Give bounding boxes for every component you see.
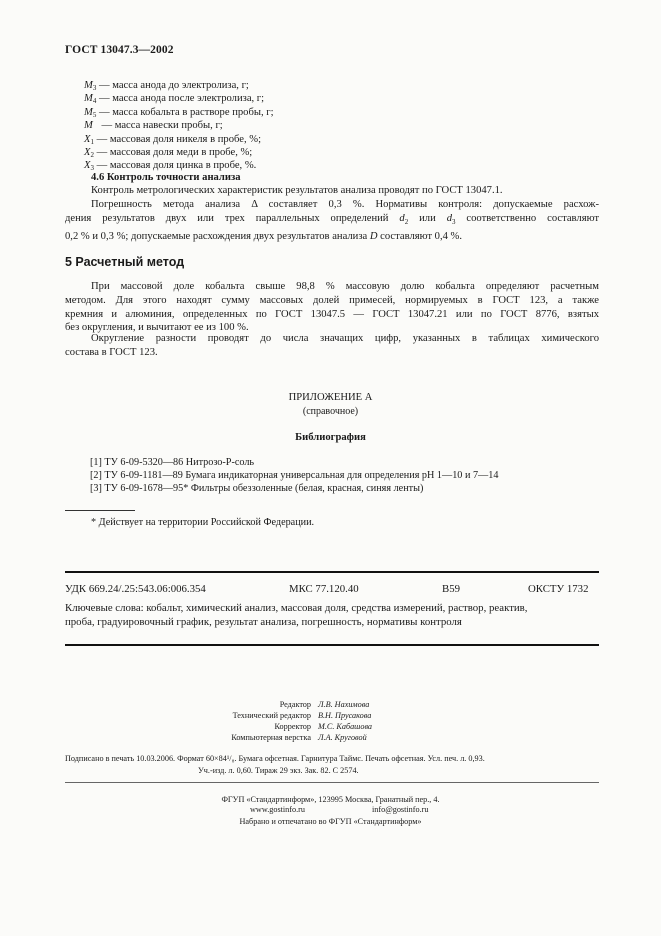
print-info-line: Подписано в печать 10.03.2006. Формат 60×84¹/₈. Бумага офсетная. Гарнитура Таймс. Печать офсетная. Усл. печ. л. 0,93. xyxy=(65,754,485,763)
paragraph-line: состава в ГОСТ 123. xyxy=(65,346,158,358)
variable-text: — масса анода до электролиза, г; xyxy=(96,80,249,91)
bibliography-heading: Библиография xyxy=(295,432,366,443)
credit-name xyxy=(318,699,369,710)
udk-code: УДК 669.24/.25:543.06:006.354 xyxy=(65,583,206,595)
variable-text: — масса анода после электролиза, г; xyxy=(96,93,265,105)
paragraph-line: Погрешность метода анализа Δ составляет 0,3 %. Нормативы контроля: допускаемые расхож- xyxy=(91,199,599,210)
variable-subscript: 5 xyxy=(92,110,97,119)
paragraph-line: Округление разности проводят до числа значащих цифр, указанных в таблицах химического xyxy=(91,333,599,344)
print-info-line: Уч.-изд. л. 0,60. Тираж 29 экз. Зак. 82. С 2574. xyxy=(198,766,359,775)
variable-item xyxy=(84,79,274,92)
credit-name xyxy=(318,721,372,732)
credit-role: Технический редактор xyxy=(232,711,311,720)
symbol-D: D xyxy=(369,230,378,242)
credit-name-text: М.С. Кабашова xyxy=(318,722,373,731)
footnote: * Действует на территории Российской Федерации. xyxy=(91,517,315,528)
okstu-code: ОКСТУ 1732 xyxy=(528,583,589,595)
text-run: или xyxy=(408,212,447,224)
publisher-email: info@gostinfo.ru xyxy=(372,805,429,814)
credit-name-text: Л.А. Круговой xyxy=(318,733,367,742)
paragraph-line: При массовой доле кобальта свыше 98,8 % массовую долю кобальта определяют расчетным xyxy=(91,281,599,292)
bibliography-item: [3] ТУ 6-09-1678—95* Фильтры обеззоленные (белая, красная, синяя ленты) xyxy=(90,483,424,495)
variable-text: — масса навески пробы, г; xyxy=(98,120,223,132)
paragraph-line: кремния и алюминия, определенных по ГОСТ 13047.5 — ГОСТ 13047.21 или по ГОСТ 8776, взятых xyxy=(65,308,599,320)
running-header: ГОСТ 13047.3—2002 xyxy=(65,44,174,56)
appendix-title: ПРИЛОЖЕНИЕ А xyxy=(288,392,373,403)
variable-symbol: X xyxy=(84,160,91,172)
paragraph-line xyxy=(65,212,599,230)
variable-text: — массовая доля цинка в пробе, %. xyxy=(93,160,257,172)
mks-code: МКС 77.120.40 xyxy=(289,583,359,595)
symbol-d: d xyxy=(399,212,405,224)
variable-item xyxy=(84,159,274,172)
bibliography-item: [1] ТУ 6-09-5320—86 Нитрозо-Р-соль xyxy=(90,457,255,468)
variable-item xyxy=(84,133,274,146)
section-4-6-heading: 4.6 Контроль точности анализа xyxy=(91,172,241,183)
credit-role: Редактор xyxy=(279,700,311,709)
keywords-bottom-rule xyxy=(65,644,599,646)
footnote-divider xyxy=(65,510,135,511)
text-run: 0,2 % и 0,3 %; допускаемые расхождения двух результатов анализа xyxy=(65,230,370,242)
keywords xyxy=(65,602,599,629)
variable-symbol: M xyxy=(84,106,93,118)
credit-name xyxy=(318,710,371,721)
print-info-bottom-rule xyxy=(65,782,599,783)
section-4-6-paragraph xyxy=(65,198,599,244)
bibliography-item: [2] ТУ 6-09-1181—89 Бумага индикаторная универсальная для определения рН 1—10 и 7—14 xyxy=(90,470,499,482)
variable-symbol: M xyxy=(84,80,93,91)
paragraph-line xyxy=(65,230,599,244)
variable-symbol: M xyxy=(84,120,93,132)
text-run: соответственно составляют xyxy=(455,212,599,224)
variable-item xyxy=(84,92,274,105)
publisher-printing: Набрано и отпечатано во ФГУП «Стандартинформ» xyxy=(239,817,422,826)
variable-subscript: 2 xyxy=(90,151,94,160)
variable-text: — массовая доля никеля в пробе, %; xyxy=(93,133,262,145)
group-code: В59 xyxy=(442,583,460,595)
variable-item xyxy=(84,119,274,132)
credit-role: Компьютерная верстка xyxy=(231,733,311,742)
section-4-6-line1 xyxy=(91,184,599,198)
bibliography-list xyxy=(90,456,498,496)
variable-subscript: 3 xyxy=(92,84,97,92)
variable-item xyxy=(84,146,274,159)
paragraph-line: Контроль метрологических характеристик результатов анализа проводят по ГОСТ 13047.1. xyxy=(91,185,503,196)
appendix-subtitle: (справочное) xyxy=(302,406,359,417)
text-run: составляют 0,4 %. xyxy=(377,230,463,242)
variable-text: — массовая доля меди в пробе, %; xyxy=(93,147,253,159)
publisher-address: ФГУП «Стандартинформ», 123995 Москва, Гранатный пер., 4. xyxy=(221,795,440,804)
symbol-d: d xyxy=(446,212,452,224)
section-5-paragraph-1 xyxy=(65,280,599,335)
paragraph-line: без округления, и вычитают ее из 100 %. xyxy=(65,322,249,334)
credit-name-text: В.Н. Прусакова xyxy=(318,711,372,720)
variable-symbol: X xyxy=(84,147,91,159)
variable-subscript: 4 xyxy=(92,97,97,106)
variable-text: — масса кобальта в растворе пробы, г; xyxy=(96,106,274,118)
paragraph-line: методом. Для этого находят сумму массовых долей примесей, нормируемых в ГОСТ 123, а также xyxy=(65,294,599,306)
subscript: 3 xyxy=(451,217,456,226)
credit-name xyxy=(318,732,367,743)
credit-name-text: Л.В. Нахимова xyxy=(318,700,370,709)
variable-subscript: 3 xyxy=(90,164,94,173)
credit-role: Корректор xyxy=(274,722,311,731)
variables-list xyxy=(84,79,274,173)
keywords-line: проба, градуировочный график, результат анализа, погрешность, нормативы контроля xyxy=(65,615,462,628)
variable-subscript: 1 xyxy=(90,137,94,146)
subscript: 2 xyxy=(404,217,409,226)
text-run: дения результатов двух или трех параллельных определений xyxy=(65,212,400,224)
publisher-website: www.gostinfo.ru xyxy=(250,805,305,814)
section-5-paragraph-2 xyxy=(65,332,599,360)
variable-item xyxy=(84,106,274,119)
variable-symbol: M xyxy=(84,93,93,105)
keywords-line: Ключевые слова: кобальт, химический анализ, массовая доля, средства измерений, раствор, реактив, xyxy=(65,602,528,614)
classification-top-rule xyxy=(65,571,599,573)
variable-symbol: X xyxy=(84,133,91,145)
section-5-heading: 5 Расчетный метод xyxy=(65,255,185,269)
